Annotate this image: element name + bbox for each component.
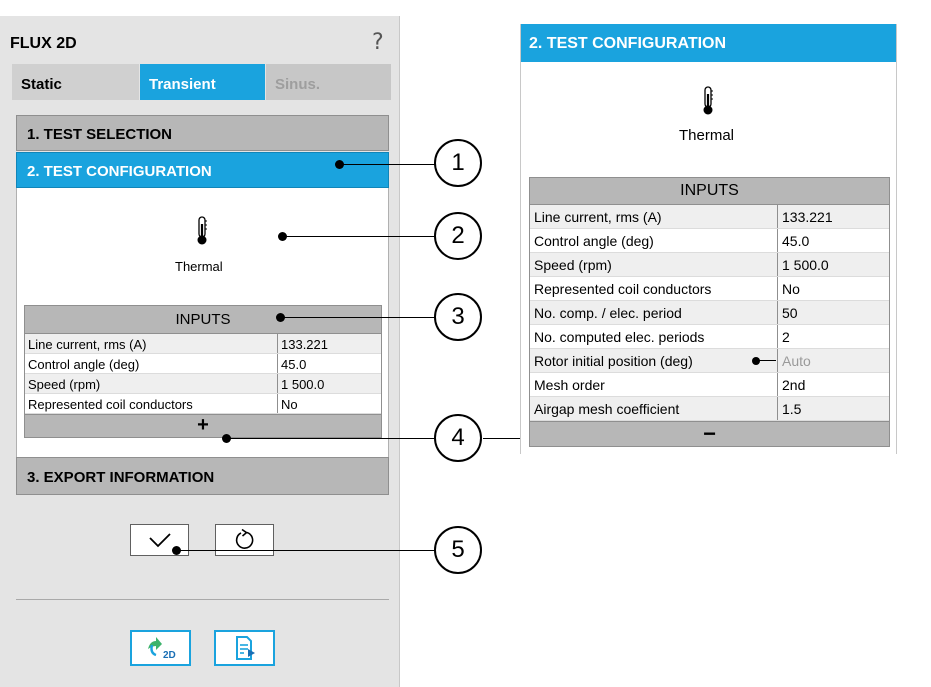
param-value[interactable]: No	[281, 397, 298, 412]
param-value[interactable]: 2	[782, 329, 790, 345]
table-row	[530, 277, 889, 301]
section-export-information[interactable]: 3. EXPORT INFORMATION	[16, 457, 389, 495]
pointer-dot	[752, 357, 760, 365]
inputs-table-collapsed	[24, 305, 382, 438]
leader-line-4a	[226, 438, 435, 439]
param-name: Airgap mesh coefficient	[530, 397, 778, 420]
param-value[interactable]: 133.221	[782, 209, 833, 225]
table-row	[530, 301, 889, 325]
inputs-header: INPUTS	[25, 306, 381, 334]
callout-4: 4	[434, 414, 482, 462]
inputs-rows	[530, 205, 889, 421]
svg-text:2D: 2D	[162, 650, 176, 661]
callout-1: 1	[434, 139, 482, 187]
table-row	[530, 253, 889, 277]
table-row	[25, 354, 381, 374]
table-row	[25, 334, 381, 354]
left-panel	[0, 16, 400, 687]
thermometer-icon	[701, 86, 715, 121]
section-test-configuration-expanded[interactable]: 2. TEST CONFIGURATION	[521, 24, 896, 62]
test-type-label: Thermal	[679, 127, 735, 144]
table-row	[530, 349, 889, 373]
param-name: Speed (rpm)	[530, 253, 778, 276]
param-value[interactable]: 45.0	[281, 357, 307, 372]
param-value[interactable]: No	[782, 281, 800, 297]
section-test-selection[interactable]: 1. TEST SELECTION	[16, 115, 389, 151]
param-name: Mesh order	[530, 373, 778, 396]
param-name: Line current, rms (A)	[25, 334, 278, 353]
leader-line-1	[340, 164, 435, 165]
callout-2: 2	[434, 212, 482, 260]
table-row	[530, 325, 889, 349]
leader-dot-4a	[222, 434, 231, 443]
reset-button[interactable]	[215, 524, 274, 556]
param-value[interactable]: 133.221	[281, 337, 328, 352]
table-row	[530, 205, 889, 229]
param-value[interactable]: 1 500.0	[782, 257, 829, 273]
expanded-configuration-panel	[520, 24, 897, 454]
checkmark-icon	[147, 532, 173, 548]
param-name: Rotor initial position (deg)	[530, 349, 778, 372]
flux2d-icon	[144, 635, 178, 661]
param-name: Represented coil conductors	[25, 394, 278, 413]
param-value[interactable]: 1 500.0	[281, 377, 325, 392]
divider	[16, 599, 389, 600]
leader-line-3	[280, 317, 435, 318]
param-name: No. comp. / elec. period	[530, 301, 778, 324]
param-value[interactable]: 45.0	[782, 233, 810, 249]
inputs-table-expanded	[529, 177, 890, 447]
leader-line-2	[282, 236, 435, 237]
leader-line-5	[176, 550, 435, 551]
table-row	[25, 394, 381, 414]
leader-dot-5	[172, 546, 181, 555]
param-value[interactable]: 1.5	[782, 401, 802, 417]
inputs-header: INPUTS	[530, 178, 889, 205]
param-name: Represented coil conductors	[530, 277, 778, 300]
inputs-rows	[25, 334, 381, 414]
export-button[interactable]	[214, 630, 275, 666]
test-type-label: Thermal	[175, 259, 223, 274]
app-title: FLUX 2D	[10, 35, 77, 52]
export-icon	[231, 634, 259, 662]
callout-5: 5	[434, 526, 482, 574]
table-row	[25, 374, 381, 394]
expand-inputs-button[interactable]: +	[25, 414, 381, 437]
param-value[interactable]: 50	[782, 305, 798, 321]
tab-static[interactable]: Static	[12, 64, 139, 100]
param-name: Line current, rms (A)	[530, 205, 778, 228]
section-test-configuration[interactable]: 2. TEST CONFIGURATION	[16, 152, 389, 188]
leader-dot-2	[278, 232, 287, 241]
table-row	[530, 373, 889, 397]
param-name: Speed (rpm)	[25, 374, 278, 393]
collapse-inputs-button[interactable]: −	[530, 421, 889, 446]
leader-dot-1	[335, 160, 344, 169]
param-name: No. computed elec. periods	[530, 325, 778, 348]
flux2d-button[interactable]	[130, 630, 191, 666]
reset-icon	[233, 528, 257, 552]
table-row	[530, 229, 889, 253]
tab-sinus: Sinus.	[266, 64, 391, 100]
leader-dot-3	[276, 313, 285, 322]
callout-3: 3	[434, 293, 482, 341]
table-row	[530, 397, 889, 421]
help-button[interactable]: ?	[372, 30, 384, 55]
param-name: Control angle (deg)	[25, 354, 278, 373]
param-value[interactable]: Auto	[782, 353, 811, 369]
thermometer-icon	[195, 216, 209, 251]
tab-transient[interactable]: Transient	[140, 64, 265, 100]
param-value[interactable]: 2nd	[782, 377, 806, 393]
param-name: Control angle (deg)	[530, 229, 778, 252]
